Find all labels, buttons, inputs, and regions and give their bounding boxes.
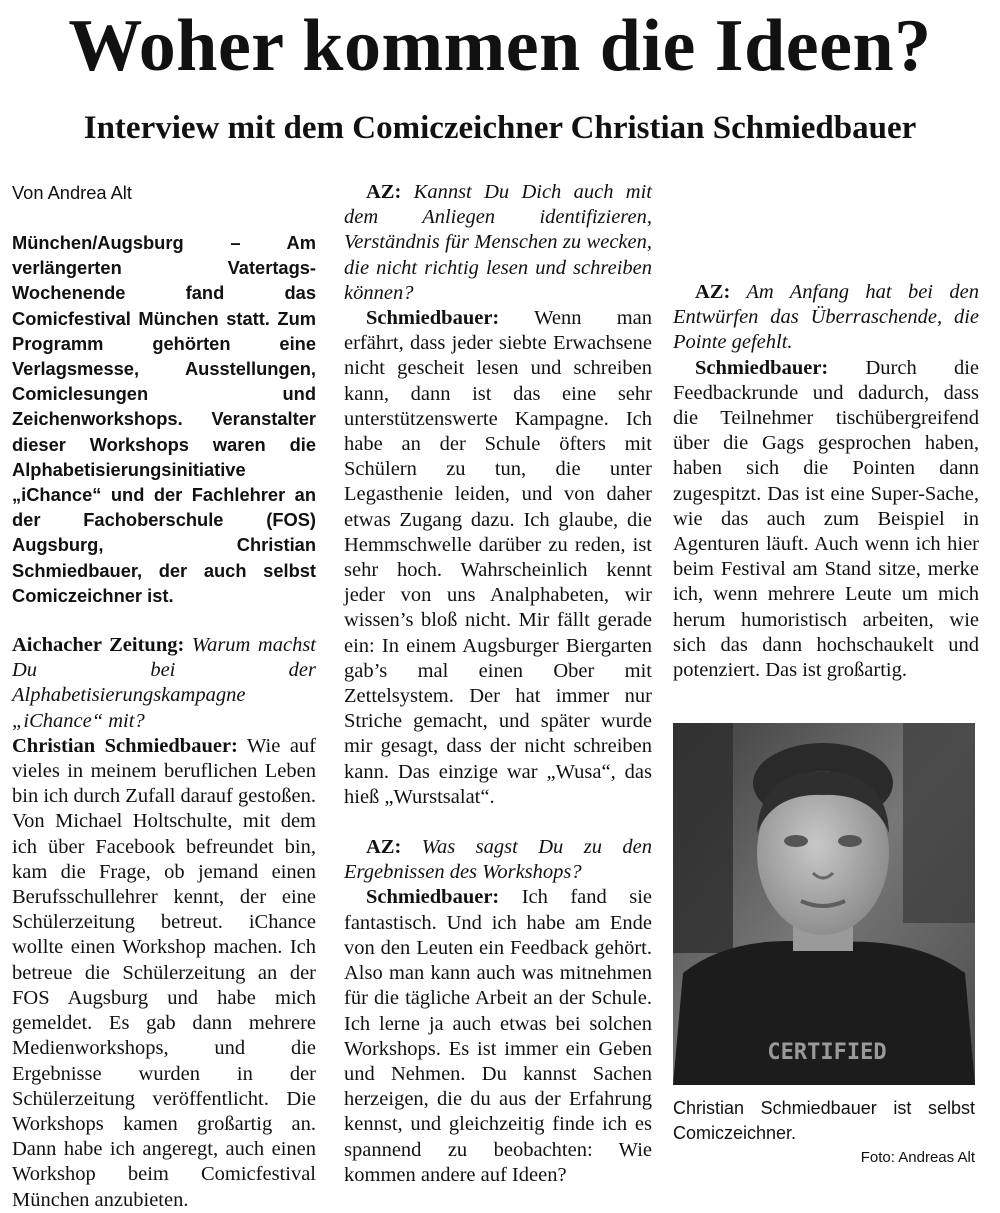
answer-4-text: Durch die Feedbackrunde und dadurch, dass die Teilnehmer tischübergreifend über die Gags gesprochen haben, haben sich die Pointen dann zugespitzt. Das ist eine Super-Sache, wie das auch zum Beispiel in Agenturen läuft. Auch wenn ich hier beim Festival am Stand sitze, merke ich, wenn mehrere Leute um mich herum humoristisch arbeiten, wie sich das dann hochschaukelt und potenziert. Das ist großartig. [673,356,979,682]
question-1 [12,633,316,734]
answer-3-speaker: Schmiedbauer: [366,886,500,909]
question-4 [673,280,979,356]
portrait-illustration [673,723,975,1085]
question-1-speaker: Aichacher Zeitung: [12,634,185,657]
subheadline: Interview mit dem Comiczeichner Christian Schmiedbauer [83,110,917,146]
question-3-speaker: AZ: [366,836,402,859]
shirt-text: CERTIFIED [767,1040,887,1065]
portrait-photo [673,723,975,1085]
answer-2-speaker: Schmiedbauer: [366,307,500,330]
question-4-speaker: AZ: [695,281,731,303]
question-2-speaker: AZ: [366,181,402,203]
answer-3-text: Ich fand sie fantastisch. Und ich habe am Ende von den Leuten ein Feedback gehört. Also man kann auch was mitnehmen für die tägliche Arbeit an der Schule. Ich lerne ja auch etwas bei solchen Workshops. Es ist immer ein Geben und Nehmen. Du kannst Sachen herzeigen, die du aus der Erfahrung kennst, und gleichzeitig finde ich es spannend zu beobachten: Wie kommen andere auf Ideen? [344,886,653,1186]
lead-paragraph: München/Augsburg – Am verlängerten Vatertags-Wochenende fand das Comicfestival München statt. Zum Programm gehörten eine Verlagsmesse, Ausstellungen, Comiclesungen und Zeichenworkshops. Veranstalter dieser Workshops waren die Alphabetisierungsinitiative „iChance“ und der Fachlehrer an der Fachoberschule (FOS) Augsburg, Christian Schmiedbauer, der auch selbst Comiczeichner ist. [12,232,316,606]
answer-4 [673,356,979,684]
photo-caption: Christian Schmiedbauer ist selbst Comiczeichner. [673,1098,975,1143]
question-2-text: Kannst Du Dich auch mit dem Anliegen identifizieren, Verständnis für Menschen zu wecken, die nicht richtig lesen und schreiben können? [344,181,652,304]
question-4-text: Am Anfang hat bei den Entwürfen das Überraschende, die Pointe gefehlt. [673,281,979,354]
answer-1-text: Wie auf vieles in meinem beruflichen Leben bin ich durch Zufall darauf gestoßen. Von Michael Holtschulte, mit dem ich über Facebook befreundet bin, kam die Frage, ob jemand einen Berufsschullehrer kennt, der eine Schülerzeitung betreut. iChance wollte einen Workshop machen. Ich betreue die Schülerzeitung an der FOS Augsburg und habe mich gemeldet. Es gab dann mehrere Medienworkshops, und die Ergebnisse wurden in der Schülerzeitung veröffentlicht. Die Workshops kamen großartig an. Dann habe ich angeregt, auch einen Workshop beim Comicfestival München anzubieten. [12,734,316,1211]
column-2 [344,180,652,1188]
answer-2 [344,306,652,810]
question-2 [344,180,652,306]
column-1 [12,180,316,1213]
byline: Von Andrea Alt [12,182,132,203]
headline: Woher kommen die Ideen? [68,5,932,87]
photo-credit: Foto: Andreas Alt [860,1149,975,1166]
answer-2-text: Wenn man erfährt, dass jeder siebte Erwachsene nicht gescheit lesen und schreiben kann, dann ist das eine sehr unterstützenswerte Kampagne. Ich habe an der Schule öfters mit Schülern zu tun, die unter Legasthenie leiden, und von daher etwas Zugang dazu. Ich glaube, die Hemmschwelle darüber zu reden, ist sehr hoch. Wahrscheinlich kennt jeder von uns Analphabeten, wir wissen’s bloß nicht. Mir fällt gerade ein: In einem Augsburger Biergarten gab’s mal einen Ober mit Zettelsystem. Der hat immer nur Striche gemacht, und später wurde mir gesagt, dass der nicht schreiben kann. Das einzige war „Wusa“, das hieß „Wurstsalat“. [344,307,652,808]
question-3 [344,835,652,885]
answer-4-speaker: Schmiedbauer: [695,356,829,379]
answer-1 [12,734,316,1213]
question-1-text: Warum machst Du bei der Alphabetisierungskampagne „iChance“ mit? [12,634,316,732]
question-3-text: Was sagst Du zu den Ergebnissen des Workshops? [344,836,652,884]
column-3 [673,180,979,683]
answer-1-speaker: Christian Schmiedbauer: [12,734,238,757]
answer-3 [344,885,652,1187]
